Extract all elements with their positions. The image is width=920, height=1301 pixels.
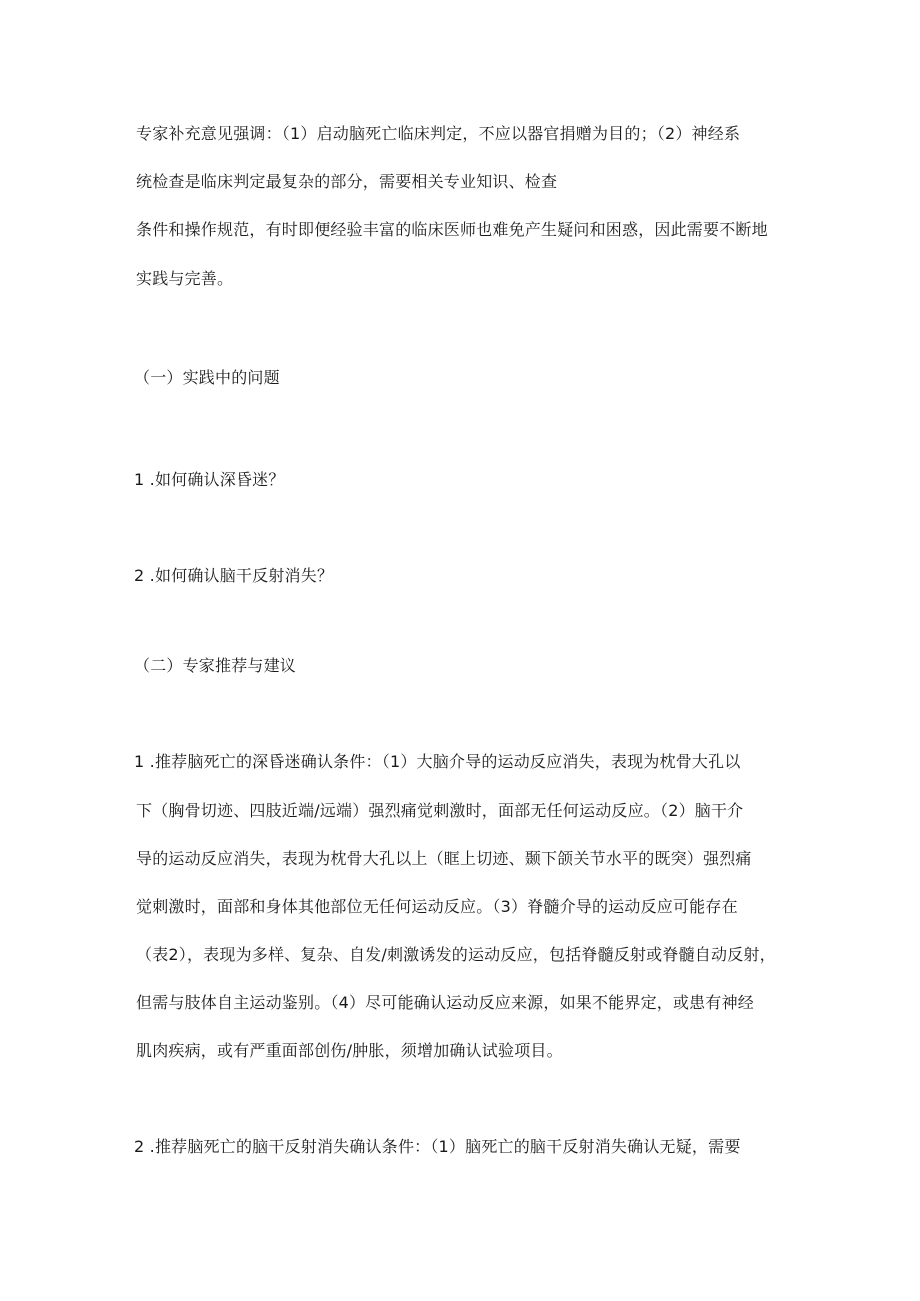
paragraph-1-line-4: 实践与完善。 (136, 269, 234, 288)
section-2-item-1-line-7: 肌肉疾病，或有严重面部创伤/肿胀，须增加确认试验项目。 (136, 1041, 563, 1060)
section-2-heading: （二）专家推荐与建议 (134, 656, 297, 675)
section-2-item-1-line-4: 觉刺激时，面部和身体其他部位无任何运动反应。（3）脊髓介导的运动反应可能存在 (136, 897, 738, 916)
paragraph-1-line-1: 专家补充意见强调：（1）启动脑死亡临床判定，不应以器官捐赠为目的；（2）神经系 (136, 124, 741, 143)
section-2-item-1-line-5: （表2），表现为多样、复杂、自发/刺激诱发的运动反应，包括脊髓反射或脊髓自动反射， (136, 945, 776, 964)
section-1-item-2: 2 .如何确认脑干反射消失？ (134, 566, 334, 585)
section-2-item-1-line-6: 但需与肢体自主运动鉴别。（4）尽可能确认运动反应来源，如果不能界定，或患有神经 (136, 993, 754, 1012)
paragraph-1-line-2: 统检查是临床判定最复杂的部分，需要相关专业知识、检查 (136, 172, 558, 191)
paragraph-1-line-3: 条件和操作规范，有时即便经验丰富的临床医师也难免产生疑问和困惑，因此需要不断地 (136, 220, 768, 239)
section-2-item-1-line-2: 下（胸骨切迹、四肢近端/远端）强烈痛觉刺激时，面部无任何运动反应。（2）脑干介 (136, 801, 744, 820)
section-2-item-1-line-1: 1 .推荐脑死亡的深昏迷确认条件：（1）大脑介导的运动反应消失，表现为枕骨大孔以 (134, 752, 741, 771)
section-1-item-1: 1 .如何确认深昏迷？ (134, 470, 285, 489)
section-1-heading: （一）实践中的问题 (134, 368, 280, 387)
section-2-item-2-line-1: 2 .推荐脑死亡的脑干反射消失确认条件：（1）脑死亡的脑干反射消失确认无疑，需要 (134, 1137, 741, 1156)
section-2-item-1-line-3: 导的运动反应消失，表现为枕骨大孔以上（眶上切迹、颞下颌关节水平的既突）强烈痛 (136, 849, 752, 868)
